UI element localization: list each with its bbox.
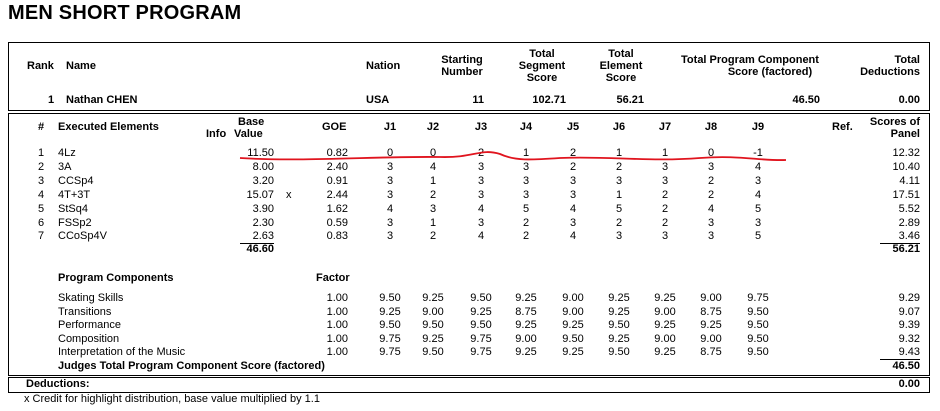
- component-judge-score: 9.50: [747, 346, 769, 359]
- component-judge-score: 9.25: [515, 292, 537, 304]
- element-base-value: 2.63: [252, 230, 274, 243]
- element-number: 5: [38, 202, 45, 215]
- element-number: 6: [38, 216, 45, 229]
- judge-header-1: J1: [383, 121, 397, 133]
- component-judge-score: 9.00: [654, 332, 676, 345]
- skater-name: Nathan CHEN: [66, 94, 138, 106]
- element-number: 4: [38, 188, 45, 201]
- header-nation: Nation: [366, 60, 401, 72]
- element-judge-score: 3: [386, 188, 394, 201]
- component-score: 9.32: [898, 332, 920, 345]
- component-score: 9.43: [898, 346, 920, 359]
- component-judge-score: 9.50: [608, 346, 630, 359]
- element-base-value: 11.50: [247, 147, 274, 159]
- element-judge-score: 4: [429, 160, 437, 173]
- element-judge-score: 4: [754, 160, 762, 173]
- element-judge-score: 3: [477, 188, 485, 201]
- element-name: 4T+3T: [58, 188, 91, 201]
- element-number: 3: [38, 174, 45, 187]
- component-score: 9.39: [898, 319, 920, 332]
- header-rank: Rank: [27, 60, 54, 72]
- element-judge-score: 3: [707, 160, 715, 173]
- element-number: 2: [38, 160, 45, 173]
- elements-header-goe: GOE: [322, 121, 347, 133]
- element-judge-score: 1: [522, 147, 530, 159]
- header-name: Name: [66, 60, 96, 72]
- elements-header-scores: Scores of Panel: [869, 116, 920, 140]
- element-judge-score: 5: [522, 202, 530, 215]
- judge-header-5: J5: [566, 121, 580, 133]
- element-goe: 2.44: [326, 188, 348, 201]
- deductions-label: Deductions:: [26, 378, 90, 390]
- element-judge-score: 3: [569, 216, 577, 229]
- component-judge-score: 9.50: [470, 319, 492, 332]
- elements-header-num: #: [38, 121, 45, 133]
- component-judge-score: 9.25: [608, 305, 630, 318]
- component-judge-score: 9.25: [654, 346, 676, 359]
- element-judge-score: 3: [386, 160, 394, 173]
- elements-header-ref: Ref.: [832, 121, 853, 133]
- component-judge-score: 9.75: [470, 346, 492, 359]
- component-factor: 1.00: [326, 346, 348, 359]
- element-judge-score: 3: [429, 202, 437, 215]
- component-judge-score: 8.75: [700, 346, 722, 359]
- skater-tes: 56.21: [616, 94, 644, 106]
- component-judge-score: 9.25: [654, 292, 676, 304]
- element-judge-score: 3: [707, 216, 715, 229]
- element-judge-score: 3: [477, 174, 485, 187]
- skater-starting-number: 11: [472, 94, 484, 106]
- element-name: CCoSp4V: [58, 230, 107, 243]
- header-deductions: Total Deductions: [860, 54, 920, 78]
- element-judge-score: 0: [429, 147, 437, 159]
- element-judge-score: 2: [615, 216, 623, 229]
- pc-header-factor: Factor: [316, 272, 350, 284]
- element-judge-score: 3: [522, 160, 530, 173]
- elements-header-info: Info: [206, 128, 227, 140]
- element-judge-score: 4: [477, 202, 485, 215]
- element-judge-score: 4: [707, 202, 715, 215]
- component-judge-score: 9.00: [700, 292, 722, 304]
- component-judge-score: 9.50: [379, 319, 401, 332]
- element-judge-score: 3: [707, 230, 715, 243]
- element-judge-score: 5: [754, 230, 762, 243]
- element-judge-score: 3: [615, 230, 623, 243]
- component-judge-score: 9.25: [700, 319, 722, 332]
- component-judge-score: 9.25: [654, 319, 676, 332]
- element-panel-score: 12.32: [892, 147, 920, 159]
- element-judge-score: 3: [569, 174, 577, 187]
- component-score: 9.29: [898, 292, 920, 304]
- component-judge-score: 9.75: [379, 332, 401, 345]
- component-judge-score: 9.75: [747, 292, 769, 304]
- judges-total-value: 46.50: [892, 360, 920, 372]
- element-judge-score: 4: [754, 188, 762, 201]
- component-judge-score: 9.25: [422, 332, 444, 345]
- judge-header-2: J2: [426, 121, 440, 133]
- element-base-value: 2.30: [252, 216, 274, 229]
- element-goe: 0.59: [326, 216, 348, 229]
- deductions-value: 0.00: [898, 378, 920, 390]
- component-judge-score: 9.00: [422, 305, 444, 318]
- judge-header-6: J6: [612, 121, 626, 133]
- component-judge-score: 9.25: [608, 292, 630, 304]
- element-goe: 0.82: [326, 147, 348, 159]
- page-title: MEN SHORT PROGRAM: [8, 2, 242, 24]
- component-judge-score: 9.00: [562, 292, 584, 304]
- element-panel-score: 10.40: [892, 160, 920, 173]
- element-name: 4Lz: [58, 147, 76, 159]
- component-factor: 1.00: [326, 305, 348, 318]
- element-judge-score: 2: [569, 160, 577, 173]
- component-judge-score: 8.75: [515, 305, 537, 318]
- skater-rank: 1: [48, 94, 55, 106]
- element-judge-score: 5: [615, 202, 623, 215]
- header-starting-number: Starting Number: [441, 54, 483, 78]
- component-judge-score: 9.25: [470, 305, 492, 318]
- element-judge-score: 3: [522, 174, 530, 187]
- component-judge-score: 9.25: [608, 332, 630, 345]
- component-judge-score: 9.50: [747, 319, 769, 332]
- component-judge-score: 9.50: [379, 292, 401, 304]
- element-goe: 0.91: [326, 174, 348, 187]
- element-judge-score: 2: [615, 160, 623, 173]
- pc-header-label: Program Components: [58, 272, 174, 284]
- element-judge-score: 2: [661, 188, 669, 201]
- component-name: Interpretation of the Music: [58, 346, 186, 359]
- element-judge-score: 4: [386, 202, 394, 215]
- skater-pcs: 46.50: [792, 94, 820, 106]
- skater-deductions: 0.00: [898, 94, 920, 106]
- component-judge-score: 9.50: [747, 305, 769, 318]
- element-judge-score: 3: [661, 160, 669, 173]
- element-name: StSq4: [58, 202, 88, 215]
- component-score: 9.07: [898, 305, 920, 318]
- element-panel-score: 4.11: [899, 174, 920, 187]
- header-tss: Total Segment Score: [518, 48, 566, 84]
- element-goe: 0.83: [326, 230, 348, 243]
- element-judge-score: 4: [569, 230, 577, 243]
- component-judge-score: 9.00: [562, 305, 584, 318]
- component-judge-score: 9.25: [379, 305, 401, 318]
- element-goe: 2.40: [326, 160, 348, 173]
- element-judge-score: 0: [386, 147, 394, 159]
- element-judge-score: 2: [707, 188, 715, 201]
- component-judge-score: 8.75: [700, 305, 722, 318]
- component-judge-score: 9.25: [515, 346, 537, 359]
- element-judge-score: 1: [615, 188, 623, 201]
- element-panel-score: 3.46: [898, 230, 920, 243]
- element-judge-score: 3: [569, 188, 577, 201]
- component-factor: 1.00: [326, 292, 348, 304]
- element-judge-score: 3: [661, 230, 669, 243]
- elements-header-executed: Executed Elements: [58, 121, 159, 133]
- element-judge-score: 3: [615, 174, 623, 187]
- judge-header-8: J8: [704, 121, 718, 133]
- component-factor: 1.00: [326, 332, 348, 345]
- element-number: 7: [38, 230, 45, 243]
- element-base-value: 3.20: [252, 174, 274, 187]
- component-judge-score: 9.25: [562, 346, 584, 359]
- element-judge-score: 3: [386, 216, 394, 229]
- element-judge-score: 2: [661, 202, 669, 215]
- element-goe: 1.62: [326, 202, 348, 215]
- element-judge-score: -1: [753, 147, 763, 159]
- element-judge-score: 3: [661, 174, 669, 187]
- element-judge-score: 3: [386, 174, 394, 187]
- component-judge-score: 9.50: [422, 319, 444, 332]
- element-judge-score: 2: [707, 174, 715, 187]
- element-base-value: 8.00: [252, 160, 274, 173]
- element-panel-score: 17.51: [892, 188, 920, 201]
- component-judge-score: 9.75: [379, 346, 401, 359]
- element-base-value: 3.90: [252, 202, 274, 215]
- component-judge-score: 9.50: [422, 346, 444, 359]
- component-judge-score: 9.00: [700, 332, 722, 345]
- element-judge-score: 2: [429, 230, 437, 243]
- element-judge-score: 4: [477, 230, 485, 243]
- element-judge-score: 2: [569, 147, 577, 159]
- element-number: 1: [38, 147, 45, 159]
- element-judge-score: 3: [754, 216, 762, 229]
- component-factor: 1.00: [326, 319, 348, 332]
- element-judge-score: 3: [522, 188, 530, 201]
- element-name: FSSp2: [58, 216, 92, 229]
- element-judge-score: 3: [477, 160, 485, 173]
- judge-header-7: J7: [658, 121, 672, 133]
- element-judge-score: 3: [754, 174, 762, 187]
- component-name: Skating Skills: [58, 292, 124, 304]
- component-judge-score: 9.25: [562, 319, 584, 332]
- element-judge-score: 2: [477, 147, 485, 159]
- element-judge-score: 0: [707, 147, 715, 159]
- skater-tss: 102.71: [532, 94, 566, 106]
- component-judge-score: 9.00: [654, 305, 676, 318]
- element-judge-score: 1: [661, 147, 669, 159]
- header-tes: Total Element Score: [599, 48, 643, 84]
- component-name: Transitions: [58, 305, 112, 318]
- component-judge-score: 9.50: [608, 319, 630, 332]
- element-judge-score: 2: [661, 216, 669, 229]
- judge-header-4: J4: [519, 121, 533, 133]
- element-panel-score: 2.89: [898, 216, 920, 229]
- element-bonus-marker: x: [286, 188, 292, 201]
- component-judge-score: 9.50: [562, 332, 584, 345]
- component-judge-score: 9.25: [515, 319, 537, 332]
- judge-header-3: J3: [474, 121, 488, 133]
- component-judge-score: 9.00: [515, 332, 537, 345]
- element-judge-score: 2: [429, 188, 437, 201]
- element-judge-score: 2: [522, 230, 530, 243]
- component-name: Composition: [58, 332, 120, 345]
- tes-total: 56.21: [892, 243, 920, 255]
- element-panel-score: 5.52: [898, 202, 920, 215]
- base-value-total: 46.60: [246, 243, 274, 255]
- element-base-value: 15.07: [246, 188, 274, 201]
- element-judge-score: 4: [569, 202, 577, 215]
- element-name: 3A: [58, 160, 72, 173]
- component-name: Performance: [58, 319, 121, 332]
- header-pcs: Total Program Component Score (factored): [681, 54, 819, 78]
- element-judge-score: 3: [386, 230, 394, 243]
- element-name: CCSp4: [58, 174, 94, 187]
- component-judge-score: 9.50: [470, 292, 492, 304]
- judge-header-9: J9: [751, 121, 765, 133]
- element-judge-score: 3: [477, 216, 485, 229]
- element-judge-score: 1: [615, 147, 623, 159]
- skater-nation: USA: [366, 94, 390, 106]
- element-judge-score: 5: [754, 202, 762, 215]
- component-judge-score: 9.25: [422, 292, 444, 304]
- element-judge-score: 1: [429, 216, 437, 229]
- red-underline-stroke: [240, 152, 786, 160]
- element-judge-score: 2: [522, 216, 530, 229]
- elements-header-base: Base Value: [234, 116, 265, 140]
- footnote: x Credit for highlight distribution, base value multiplied by 1.1: [24, 393, 320, 405]
- element-judge-score: 1: [429, 174, 437, 187]
- judges-total-label: Judges Total Program Component Score (factored): [58, 360, 325, 372]
- component-judge-score: 9.75: [470, 332, 492, 345]
- component-judge-score: 9.50: [747, 332, 769, 345]
